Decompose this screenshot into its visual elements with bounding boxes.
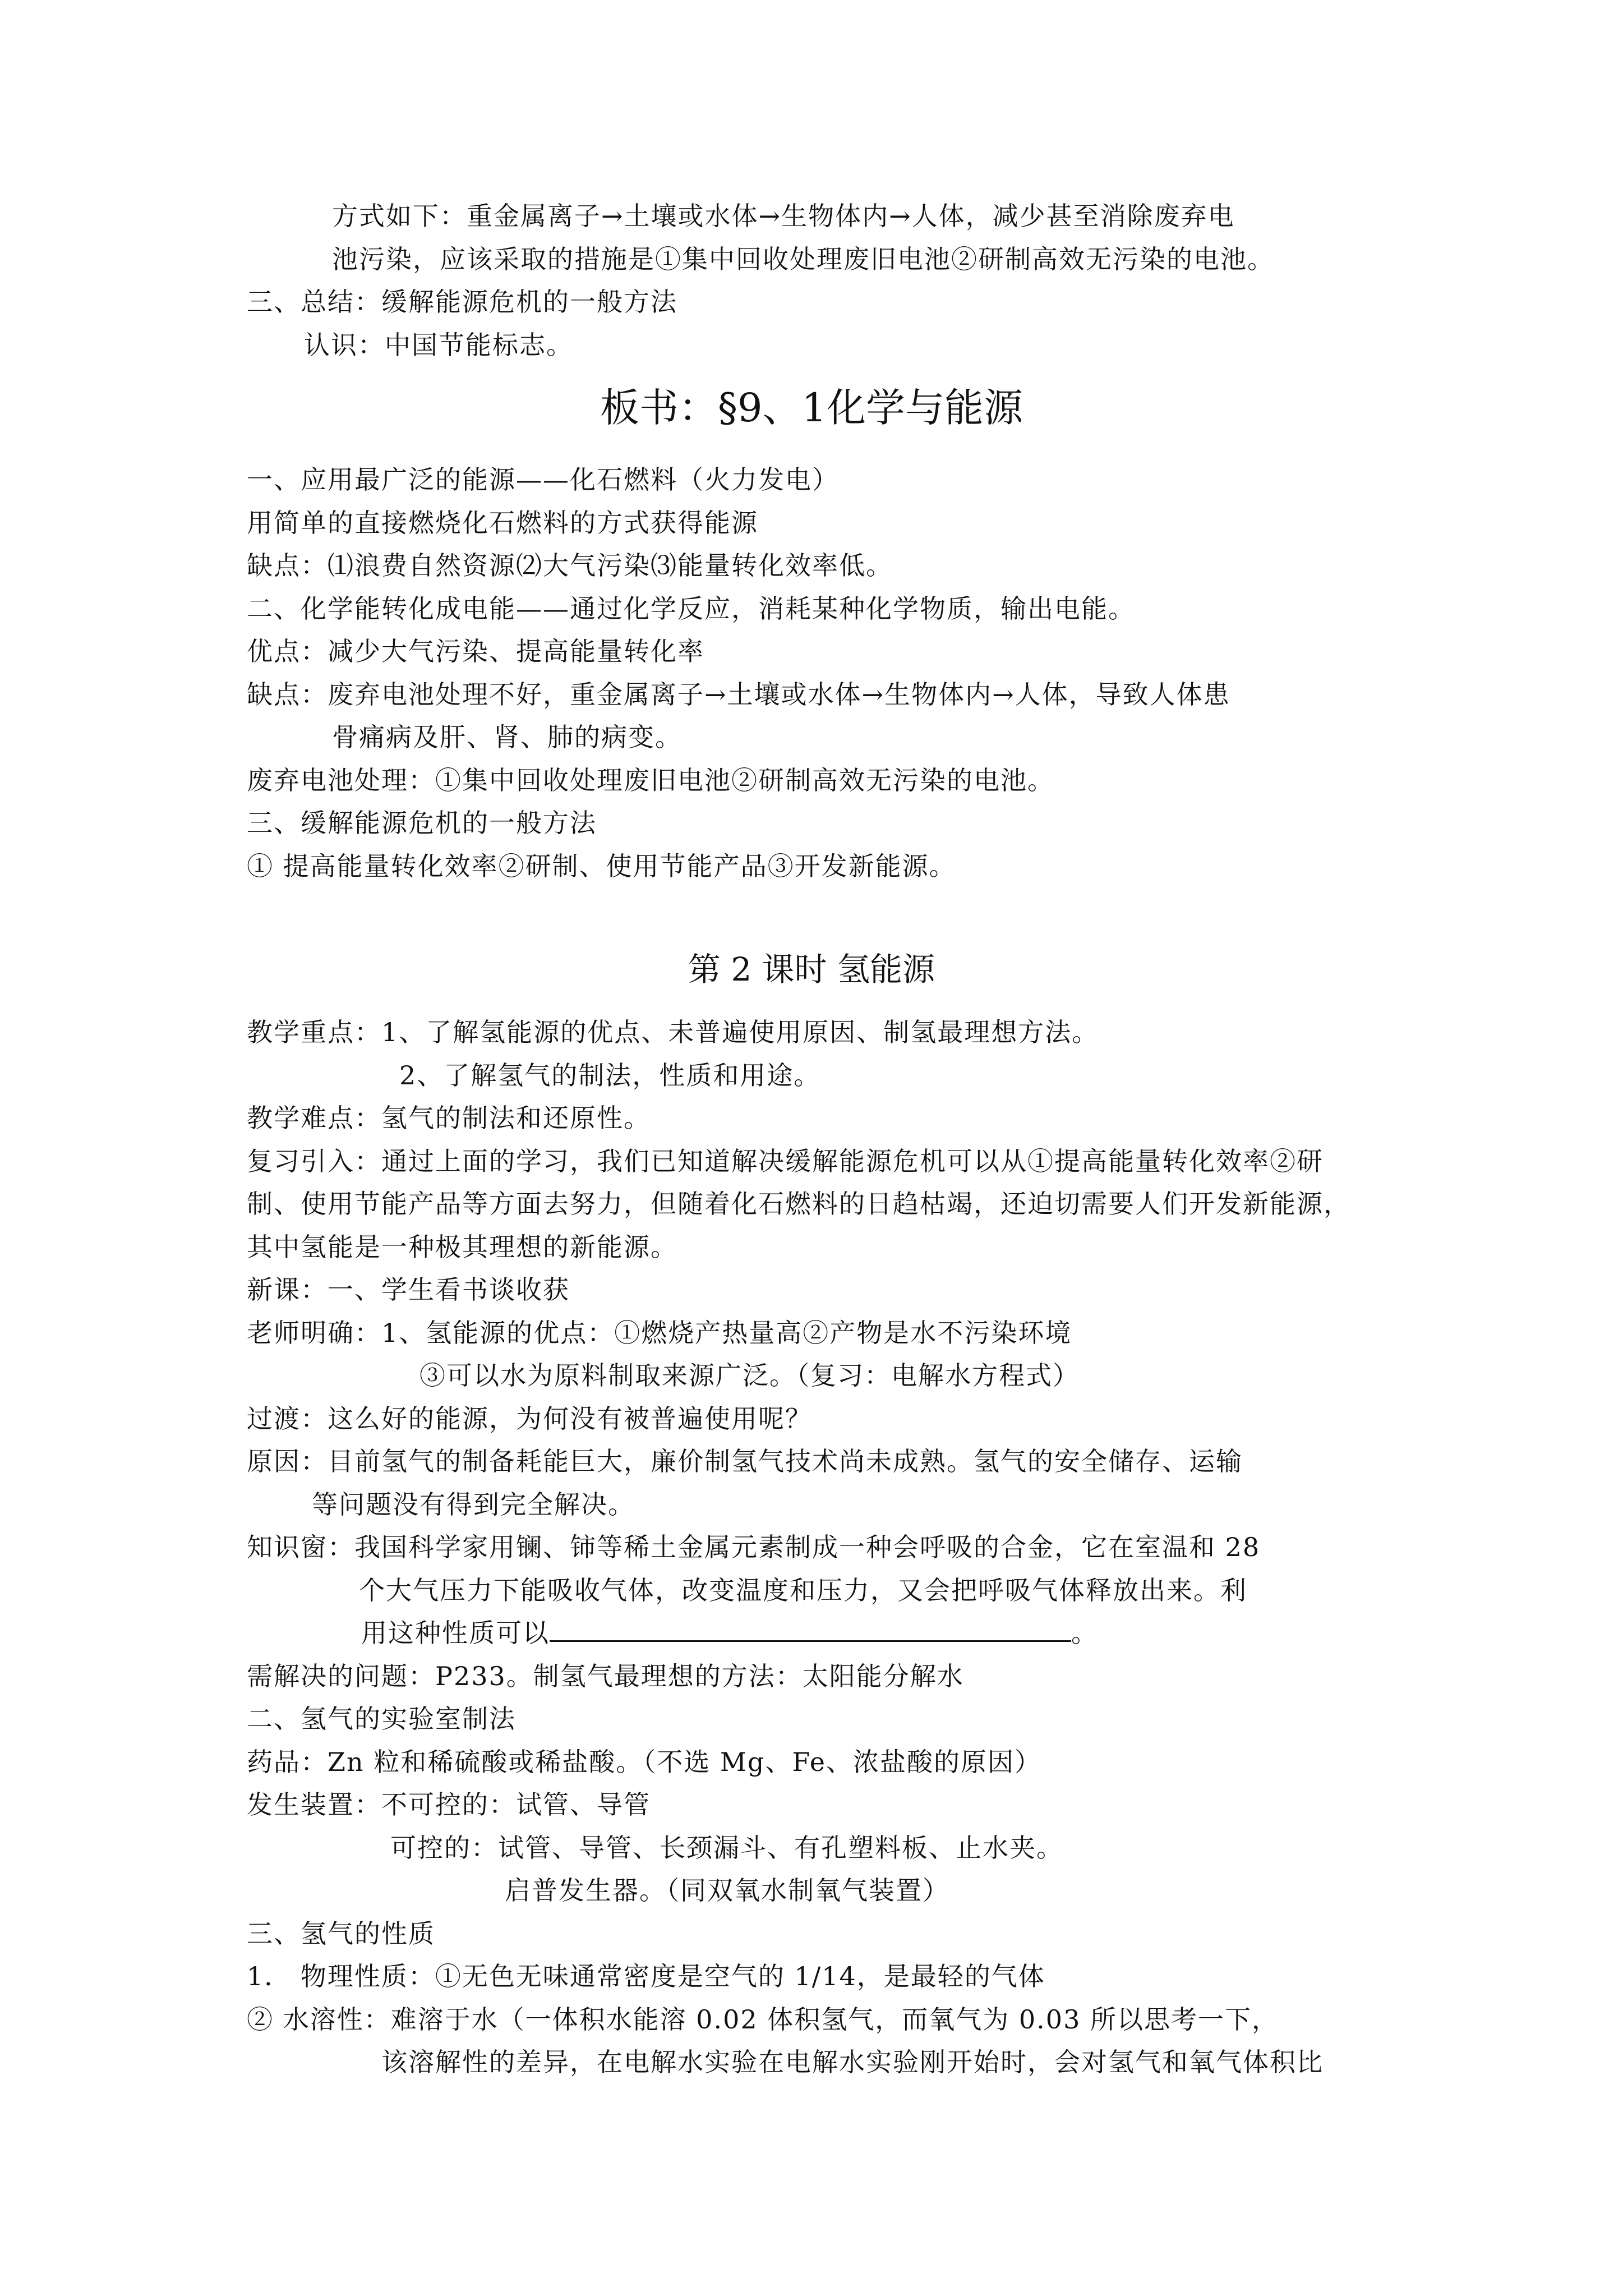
text-line: 用简单的直接燃烧化石燃料的方式获得能源 [247, 508, 758, 538]
text-line: 可控的：试管、导管、长颈漏斗、有孔塑料板、止水夹。 [390, 1833, 1063, 1863]
text-line: 知识窗：我国科学家用镧、铈等稀土金属元素制成一种会呼吸的合金，它在室温和 28 [247, 1532, 1261, 1562]
text-line: ③可以水为原料制取来源广泛。（复习：电解水方程式） [419, 1360, 1080, 1391]
text-line: 缺点：废弃电池处理不好，重金属离子→土壤或水体→生物体内→人体，导致人体患 [247, 679, 1230, 710]
text-line: 其中氢能是一种极其理想的新能源。 [247, 1232, 677, 1262]
text-line: 教学重点：1、了解氢能源的优点、未普遍使用原因、制氢最理想方法。 [247, 1017, 1099, 1047]
text-line: ① 提高能量转化效率②研制、使用节能产品③开发新能源。 [247, 851, 956, 881]
fill-in-end: 。 [1071, 1618, 1098, 1648]
text-line: 制、使用节能产品等方面去努力，但随着化石燃料的日趋枯竭，还迫切需要人们开发新能源， [247, 1189, 1350, 1219]
text-line: 发生装置：不可控的：试管、导管 [247, 1789, 651, 1820]
text-line: 三、总结：缓解能源危机的一般方法 [247, 287, 677, 317]
text-line: ② 水溶性：难溶于水（一体积水能溶 0.02 体积氢气，而氧气为 0.03 所以思考一下， [247, 2004, 1279, 2035]
board-heading: 板书：§9、1化学与能源 [600, 385, 1023, 431]
text-line: 药品：Zn 粒和稀硫酸或稀盐酸。（不选 Mg、Fe、浓盐酸的原因） [247, 1747, 1042, 1777]
text-line: 个大气压力下能吸收气体，改变温度和压力，又会把呼吸气体释放出来。利 [359, 1575, 1247, 1605]
text-line: 一、应用最广泛的能源——化石燃料（火力发电） [247, 464, 839, 495]
text-line: 二、氢气的实验室制法 [247, 1704, 516, 1734]
fill-in-blank [550, 1618, 1071, 1642]
text-line: 认识：中国节能标志。 [304, 330, 573, 360]
text-line: 三、氢气的性质 [247, 1918, 435, 1949]
text-line: 新课：一、学生看书谈收获 [247, 1274, 570, 1305]
text-line: 废弃电池处理：①集中回收处理废旧电池②研制高效无污染的电池。 [247, 765, 1054, 795]
text-line: 原因：目前氢气的制备耗能巨大，廉价制氢气技术尚未成熟。氢气的安全储存、运输 [247, 1446, 1243, 1476]
fill-in-prompt: 用这种性质可以 [361, 1618, 550, 1648]
text-line: 1． 物理性质：①无色无味通常密度是空气的 1/14，是最轻的气体 [247, 1961, 1045, 1991]
text-line: 优点：减少大气污染、提高能量转化率 [247, 636, 704, 666]
text-line: 老师明确：1、氢能源的优点：①燃烧产热量高②产物是水不污染环境 [247, 1318, 1072, 1348]
text-line: 教学难点：氢气的制法和还原性。 [247, 1103, 651, 1133]
text-line: 池污染，应该采取的措施是①集中回收处理废旧电池②研制高效无污染的电池。 [332, 244, 1274, 274]
text-line: 二、化学能转化成电能——通过化学反应，消耗某种化学物质，输出电能。 [247, 593, 1135, 624]
text-line: 三、缓解能源危机的一般方法 [247, 808, 597, 838]
text-line: 该溶解性的差异，在电解水实验在电解水实验刚开始时，会对氢气和氧气体积比 [381, 2047, 1324, 2077]
text-line: 启普发生器。（同双氧水制氧气装置） [505, 1875, 949, 1906]
text-line: 2、了解氢气的制法，性质和用途。 [399, 1060, 821, 1091]
text-line: 方式如下：重金属离子→土壤或水体→生物体内→人体，减少甚至消除废弃电 [332, 201, 1235, 231]
text-line: 需解决的问题：P233。制氢气最理想的方法：太阳能分解水 [247, 1661, 964, 1691]
text-line: 骨痛病及肝、肾、肺的病变。 [332, 722, 682, 752]
text-line: 过渡：这么好的能源，为何没有被普遍使用呢？ [247, 1404, 812, 1434]
text-line: 缺点：⑴浪费自然资源⑵大气污染⑶能量转化效率低。 [247, 550, 893, 581]
text-line: 等问题没有得到完全解决。 [312, 1489, 635, 1520]
text-line: 复习引入：通过上面的学习，我们已知道解决缓解能源危机可以从①提高能量转化效率②研 [247, 1146, 1324, 1176]
fill-in-line [361, 1616, 1098, 1650]
lesson-heading: 第 2 课时 氢能源 [688, 950, 935, 988]
